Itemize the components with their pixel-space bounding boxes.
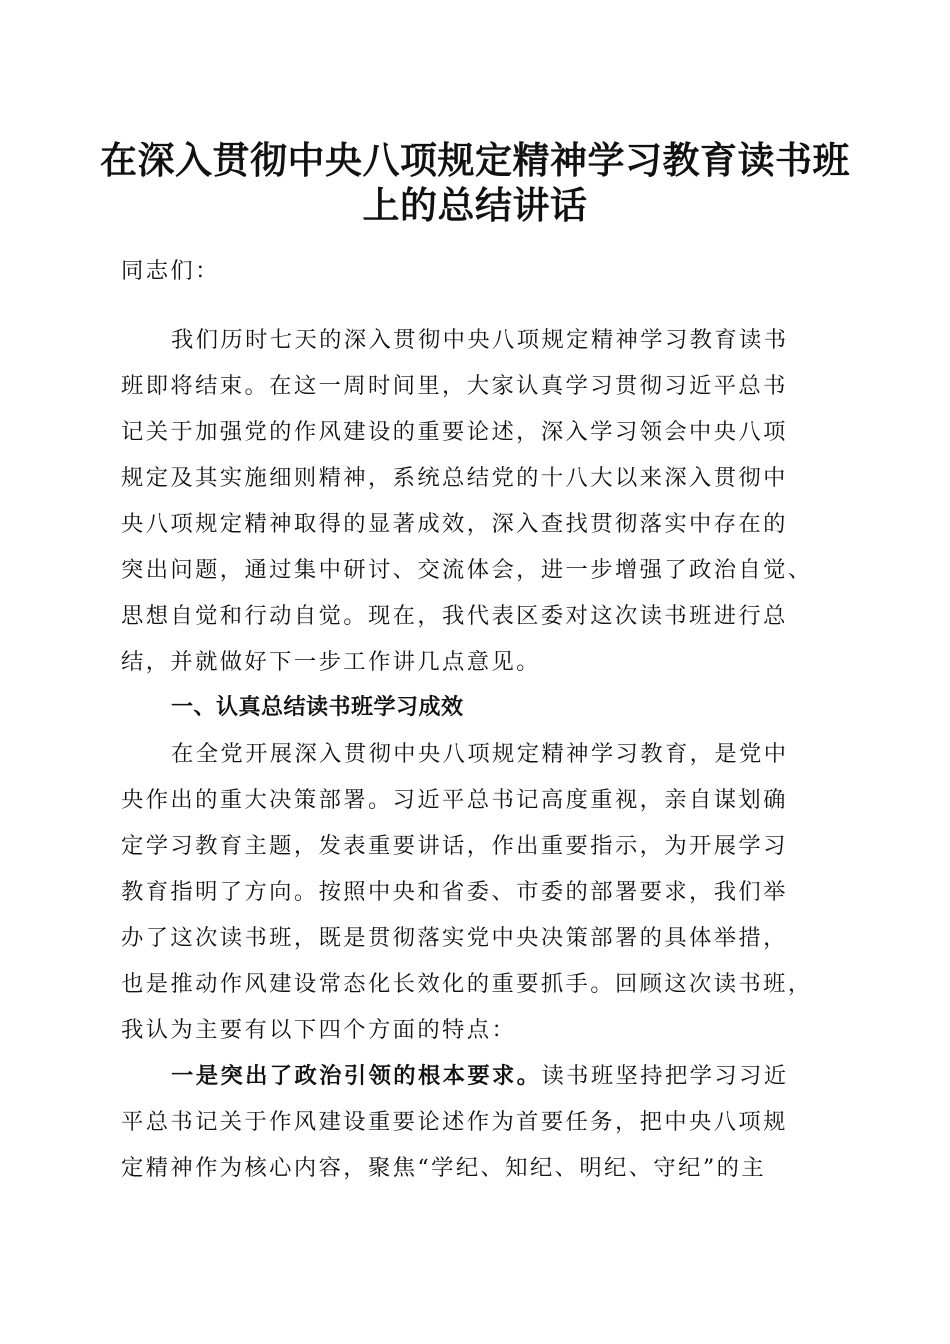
section-heading: 一、认真总结读书班学习成效	[171, 695, 464, 720]
point-lead: 一是突出了政治引领的根本要求。	[171, 1063, 542, 1089]
paragraph-line: 思想自觉和行动自觉。现在，我代表区委对这次读书班进行总	[121, 603, 788, 629]
paragraph-line: 我认为主要有以下四个方面的特点：	[121, 1017, 517, 1043]
paragraph-line: 在全党开展深入贯彻中央八项规定精神学习教育，是党中	[171, 741, 789, 767]
paragraph-line: 央作出的重大决策部署。习近平总书记高度重视，亲自谋划确	[121, 787, 788, 813]
salutation: 同志们：	[121, 258, 220, 284]
paragraph-line: 也是推动作风建设常态化长效化的重要抓手。回顾这次读书班，	[121, 971, 813, 997]
point-text: 读书班坚持把学习习近	[541, 1063, 789, 1089]
paragraph-line: 记关于加强党的作风建设的重要论述，深入学习领会中央八项	[121, 419, 788, 445]
paragraph-line	[171, 1056, 835, 1096]
paragraph-line: 定精神作为核心内容，聚焦“学纪、知纪、明纪、守纪”的主	[121, 1155, 767, 1181]
paragraph-line: 班即将结束。在这一周时间里，大家认真学习贯彻习近平总书	[121, 373, 788, 399]
paragraph-line: 办了这次读书班，既是贯彻落实党中央决策部署的具体举措，	[121, 925, 788, 951]
paragraph-line: 我们历时七天的深入贯彻中央八项规定精神学习教育读书	[171, 327, 789, 353]
paragraph-line: 结，并就做好下一步工作讲几点意见。	[121, 649, 541, 675]
paragraph-line: 教育指明了方向。按照中央和省委、市委的部署要求，我们举	[121, 879, 788, 905]
paragraph-line: 突出问题，通过集中研讨、交流体会，进一步增强了政治自觉、	[121, 557, 813, 583]
document-title-line-1: 在深入贯彻中央八项规定精神学习教育读书班	[100, 138, 850, 182]
paragraph-line: 定学习教育主题，发表重要讲话，作出重要指示，为开展学习	[121, 833, 788, 859]
paragraph-line: 央八项规定精神取得的显著成效，深入查找贯彻落实中存在的	[121, 511, 788, 537]
document-title-line-2: 上的总结讲话	[362, 183, 588, 227]
paragraph-line: 规定及其实施细则精神，系统总结党的十八大以来深入贯彻中	[121, 465, 788, 491]
paragraph-line: 平总书记关于作风建设重要论述作为首要任务，把中央八项规	[121, 1109, 788, 1135]
